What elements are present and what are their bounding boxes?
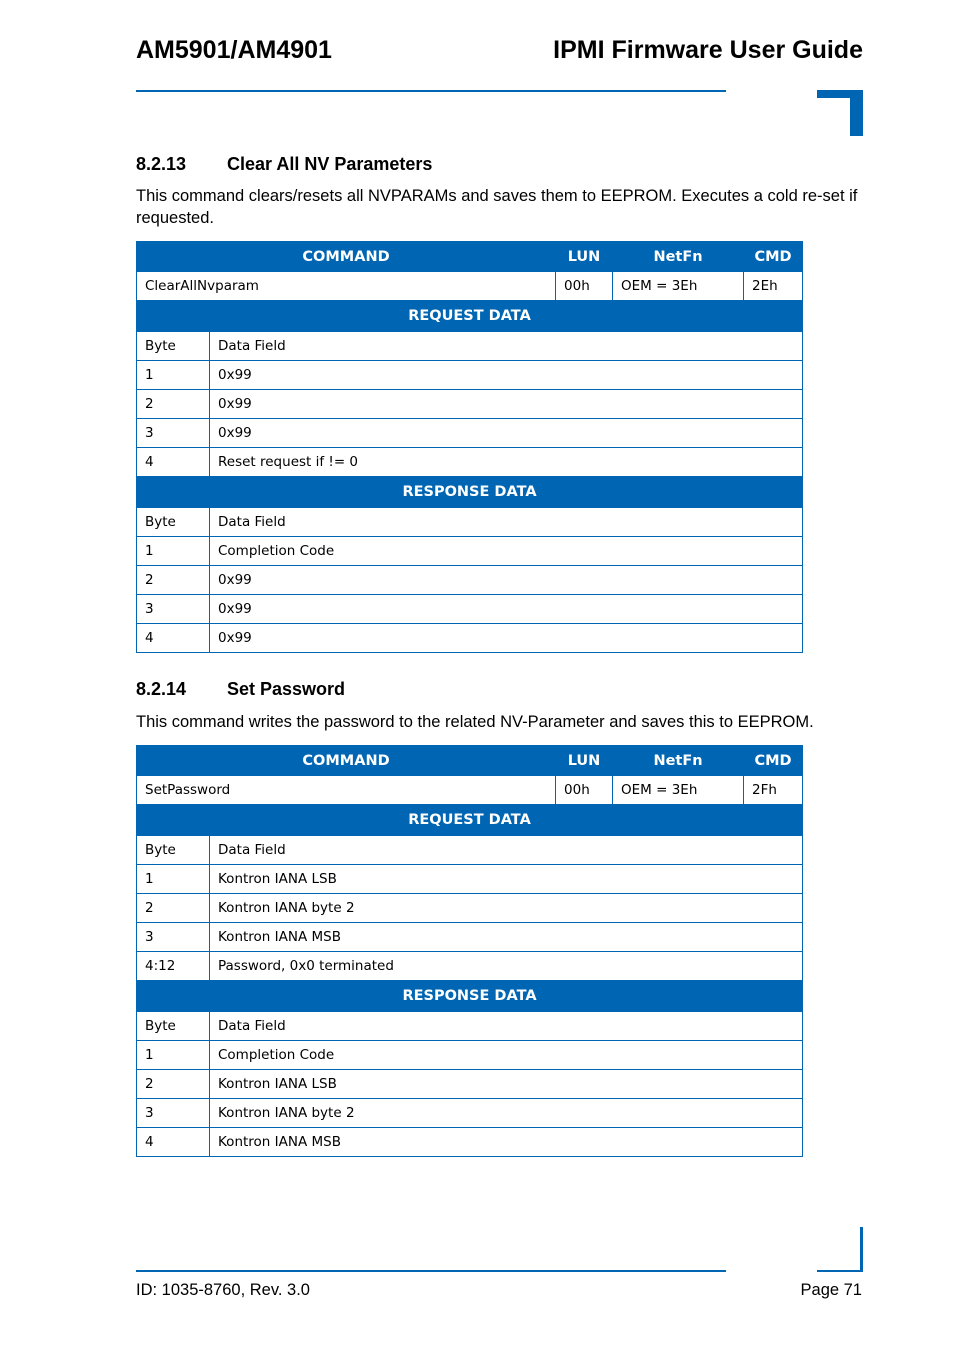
field-cell: Data Field bbox=[210, 508, 803, 537]
byte-cell: 2 bbox=[137, 390, 210, 419]
table-row bbox=[137, 1041, 803, 1070]
cmd-value: 2Eh bbox=[744, 272, 803, 301]
field-cell: Data Field bbox=[210, 332, 803, 361]
table-header-row bbox=[137, 242, 803, 272]
byte-cell: 3 bbox=[137, 419, 210, 448]
cmd-value: 2Fh bbox=[744, 776, 803, 805]
table-row bbox=[137, 361, 803, 390]
field-cell: Password, 0x0 terminated bbox=[210, 952, 803, 981]
field-cell: Kontron IANA byte 2 bbox=[210, 1099, 803, 1128]
byte-cell: 2 bbox=[137, 566, 210, 595]
response-band bbox=[137, 981, 803, 1012]
field-cell: 0x99 bbox=[210, 624, 803, 653]
field-cell: Kontron IANA LSB bbox=[210, 1070, 803, 1099]
byte-cell: Byte bbox=[137, 836, 210, 865]
field-cell: 0x99 bbox=[210, 419, 803, 448]
command-name: SetPassword bbox=[137, 776, 556, 805]
header-netfn: NetFn bbox=[613, 242, 744, 272]
header-cmd: CMD bbox=[744, 242, 803, 272]
byte-cell: 2 bbox=[137, 1070, 210, 1099]
table-row bbox=[137, 894, 803, 923]
table-row bbox=[137, 419, 803, 448]
field-cell: Data Field bbox=[210, 1012, 803, 1041]
header-cmd: CMD bbox=[744, 746, 803, 776]
footer-corner-mark-horizontal bbox=[817, 1270, 863, 1272]
table-row bbox=[137, 332, 803, 361]
request-data-label: REQUEST DATA bbox=[137, 805, 803, 836]
header-command: COMMAND bbox=[137, 746, 556, 776]
request-data-label: REQUEST DATA bbox=[137, 301, 803, 332]
table-row bbox=[137, 836, 803, 865]
request-band bbox=[137, 301, 803, 332]
response-data-label: RESPONSE DATA bbox=[137, 981, 803, 1012]
table-header-row bbox=[137, 746, 803, 776]
field-cell: Reset request if != 0 bbox=[210, 448, 803, 477]
header-rule bbox=[136, 90, 726, 92]
byte-cell: Byte bbox=[137, 1012, 210, 1041]
section-title: Set Password bbox=[227, 679, 346, 699]
byte-cell: 3 bbox=[137, 595, 210, 624]
byte-cell: 3 bbox=[137, 923, 210, 952]
table-row bbox=[137, 566, 803, 595]
section-description: This command clears/resets all NVPARAMs and saves them to EEPROM. Executes a cold re-set if requested. bbox=[136, 187, 858, 227]
byte-cell: 2 bbox=[137, 894, 210, 923]
byte-cell: 3 bbox=[137, 1099, 210, 1128]
field-cell: Completion Code bbox=[210, 1041, 803, 1070]
field-cell: Data Field bbox=[210, 836, 803, 865]
page-number: Page 71 bbox=[800, 1281, 862, 1299]
corner-mark-vertical bbox=[850, 90, 863, 136]
document-title: AM5901/AM4901 bbox=[136, 36, 332, 64]
command-table bbox=[136, 241, 803, 653]
field-cell: Kontron IANA MSB bbox=[210, 1128, 803, 1157]
header-lun: LUN bbox=[556, 746, 613, 776]
table-row bbox=[137, 952, 803, 981]
byte-cell: 4 bbox=[137, 624, 210, 653]
byte-cell: Byte bbox=[137, 508, 210, 537]
netfn-value: OEM = 3Eh bbox=[613, 776, 744, 805]
field-cell: 0x99 bbox=[210, 390, 803, 419]
table-row bbox=[137, 595, 803, 624]
response-band bbox=[137, 477, 803, 508]
section-heading bbox=[136, 679, 345, 700]
document-id: ID: 1035-8760, Rev. 3.0 bbox=[136, 1281, 310, 1299]
command-table bbox=[136, 745, 803, 1157]
byte-cell: Byte bbox=[137, 332, 210, 361]
byte-cell: 4 bbox=[137, 448, 210, 477]
byte-cell: 4:12 bbox=[137, 952, 210, 981]
section-number: 8.2.13 bbox=[136, 154, 187, 174]
byte-cell: 1 bbox=[137, 361, 210, 390]
field-cell: 0x99 bbox=[210, 361, 803, 390]
command-row bbox=[137, 272, 803, 301]
table-row bbox=[137, 1128, 803, 1157]
field-cell: Kontron IANA byte 2 bbox=[210, 894, 803, 923]
request-band bbox=[137, 805, 803, 836]
byte-cell: 1 bbox=[137, 537, 210, 566]
table-row bbox=[137, 624, 803, 653]
field-cell: 0x99 bbox=[210, 566, 803, 595]
table-row bbox=[137, 390, 803, 419]
section-heading bbox=[136, 154, 432, 175]
footer-rule bbox=[136, 1270, 726, 1272]
section-description: This command writes the password to the related NV-Parameter and saves this to EEPROM. bbox=[136, 713, 814, 731]
footer-corner-mark bbox=[860, 1227, 863, 1272]
command-name: ClearAllNvparam bbox=[137, 272, 556, 301]
table-row bbox=[137, 448, 803, 477]
table-row bbox=[137, 1099, 803, 1128]
table-row bbox=[137, 865, 803, 894]
guide-title: IPMI Firmware User Guide bbox=[553, 36, 863, 64]
table-row bbox=[137, 1012, 803, 1041]
netfn-value: OEM = 3Eh bbox=[613, 272, 744, 301]
header-netfn: NetFn bbox=[613, 746, 744, 776]
table-row bbox=[137, 1070, 803, 1099]
lun-value: 00h bbox=[556, 272, 613, 301]
field-cell: Kontron IANA LSB bbox=[210, 865, 803, 894]
field-cell: 0x99 bbox=[210, 595, 803, 624]
byte-cell: 1 bbox=[137, 865, 210, 894]
command-row bbox=[137, 776, 803, 805]
section-title: Clear All NV Parameters bbox=[227, 154, 433, 174]
lun-value: 00h bbox=[556, 776, 613, 805]
table-row bbox=[137, 508, 803, 537]
section-number: 8.2.14 bbox=[136, 679, 187, 699]
table-row bbox=[137, 923, 803, 952]
field-cell: Kontron IANA MSB bbox=[210, 923, 803, 952]
response-data-label: RESPONSE DATA bbox=[137, 477, 803, 508]
field-cell: Completion Code bbox=[210, 537, 803, 566]
header-command: COMMAND bbox=[137, 242, 556, 272]
table-row bbox=[137, 537, 803, 566]
header-lun: LUN bbox=[556, 242, 613, 272]
byte-cell: 1 bbox=[137, 1041, 210, 1070]
byte-cell: 4 bbox=[137, 1128, 210, 1157]
